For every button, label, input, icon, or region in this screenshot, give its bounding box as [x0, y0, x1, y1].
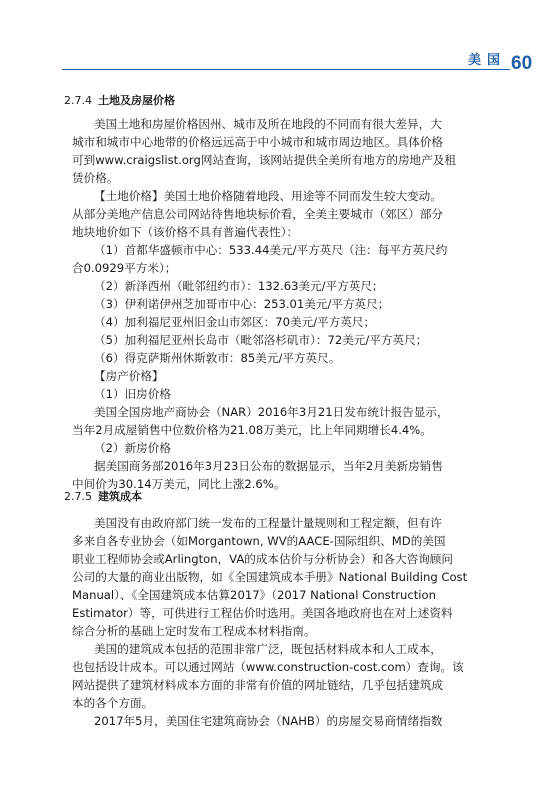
- list-item-line: 合0.0929平方米）；: [72, 261, 177, 275]
- paragraph-line: Manual）、《全国建筑成本估算2017》（2017 National Construction: [72, 588, 436, 602]
- paragraph-line: 地块地价如下（该价格不具有普遍代表性）：: [72, 225, 299, 239]
- section-title: 建筑成本: [98, 490, 142, 503]
- paragraph-line: 多来自各专业协会（如Morgantown, WV的AACE-国际组织、MD的美国: [72, 534, 446, 548]
- paragraph-line: 当年2月成屋销售中位数价格为21.08万美元，比上年同期增长4.4%。: [72, 423, 432, 437]
- paragraph-line: 本的各个方面。: [72, 696, 154, 710]
- section-body-land-housing-prices: [72, 115, 512, 493]
- subheading-line: （1）旧房价格: [94, 387, 171, 401]
- paragraph-line: 城市和城市中心地带的价格远远高于中小城市和城市周边地区。具体价格: [72, 135, 444, 149]
- paragraph-line: 美国没有由政府部门统一发布的工程量计量规则和工程定额，但有许: [94, 516, 442, 530]
- list-item-line: （5）加利福尼亚州长岛市（毗邻洛杉矶市）：72美元/平方英尺；: [94, 333, 428, 347]
- subheading-line: （2）新房价格: [94, 441, 171, 455]
- paragraph-line: 中间价为30.14万美元，同比上涨2.6%。: [72, 477, 286, 491]
- paragraph-line: 美国土地和房屋价格因州、城市及所在地段的不同而有很大差异，大: [94, 117, 442, 131]
- list-item-line: （2）新泽西州（毗邻纽约市）：132.63美元/平方英尺；: [94, 279, 384, 293]
- paragraph-line: 赁价格。: [72, 171, 119, 185]
- subheading-line: 【房产价格】: [94, 369, 164, 383]
- paragraph-line: 据美国商务部2016年3月23日公布的数据显示，当年2月美新房销售: [94, 459, 443, 473]
- page-number: 60: [511, 53, 533, 74]
- section-heading-land-housing-prices: [64, 92, 175, 108]
- paragraph-line: 网站提供了建筑材料成本方面的非常有价值的网址链结，几乎包括建筑成: [72, 678, 444, 692]
- paragraph-line: 可到www.craigslist.org网站查询，该网站提供全美所有地方的房地产及租: [72, 153, 456, 167]
- list-item-line: （6）得克萨斯州休斯敦市：85美元/平方英尺。: [94, 351, 341, 365]
- paragraph-line: 综合分析的基础上定时发布工程成本材料指南。: [72, 624, 316, 638]
- section-title: 土地及房屋价格: [98, 94, 175, 107]
- list-item-line: （3）伊利诺伊州芝加哥市中心：253.01美元/平方英尺；: [94, 297, 390, 311]
- list-item-line: （1）首都华盛顿市中心：533.44美元/平方英尺（注：每平方英尺约: [94, 243, 448, 257]
- paragraph-line: 也包括设计成本。可以通过网站（www.construction-cost.com）查询。该: [72, 660, 464, 674]
- paragraph-line: 美国的建筑成本包括的范围非常广泛，既包括材料成本和人工成本，: [94, 642, 442, 656]
- header-divider: [62, 69, 510, 70]
- section-number: 2.7.5: [64, 490, 92, 503]
- section-body-construction-cost: [72, 514, 512, 730]
- list-item-line: （4）加利福尼亚州旧金山市郊区：70美元/平方英尺；: [94, 315, 376, 329]
- section-number: 2.7.4: [64, 94, 92, 107]
- paragraph-line: 从部分美地产信息公司网站待售地块标价看，全美主要城市（郊区）部分: [72, 207, 444, 221]
- paragraph-line: 职业工程师协会或Arlington，VA的成本估价与分析协会）和各大咨询顾问: [72, 552, 453, 566]
- section-heading-construction-cost: [64, 488, 142, 504]
- paragraph-line: 【土地价格】美国土地价格随着地段、用途等不同而发生较大变动。: [94, 189, 442, 203]
- paragraph-line: 公司的大量的商业出版物，如《全国建筑成本手册》National Building Cost: [72, 570, 468, 584]
- paragraph-line: 美国全国房地产商协会（NAR）2016年3月21日发布统计报告显示，: [94, 405, 449, 419]
- running-header-country: 美国: [468, 53, 507, 68]
- paragraph-line: Estimator）等，可供进行工程估价时选用。美国各地政府也在对上述资料: [72, 606, 453, 620]
- paragraph-line: 2017年5月，美国住宅建筑商协会（NAHB）的房屋交易商情绪指数: [94, 714, 443, 728]
